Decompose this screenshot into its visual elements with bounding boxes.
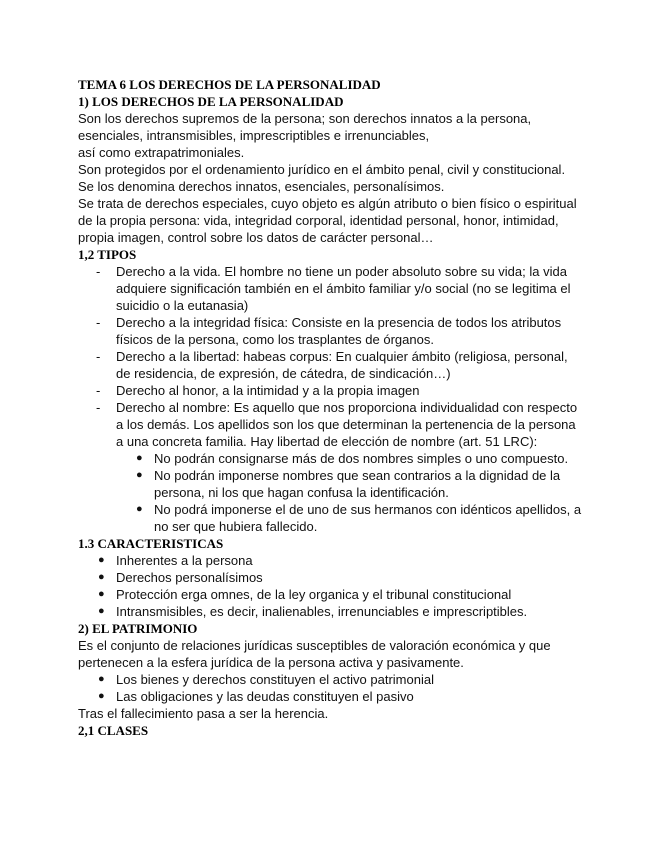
list-item-line: Derecho al nombre: Es aquello que nos proporciona individualidad con respecto — [116, 400, 578, 415]
list-item-line: adquiere significación también en el ámbito familiar y/o social (no se legitima el — [116, 281, 571, 296]
list-item-line: a los demás. Los apellidos son los que determinan la pertenencia de la persona — [116, 417, 576, 432]
dash-marker: - — [96, 400, 101, 415]
sub-list-item — [78, 450, 608, 467]
list-item-line: Las obligaciones y las deudas constituyen el pasivo — [116, 689, 414, 704]
bullet-marker: ● — [136, 469, 143, 481]
sub-list-item — [78, 501, 608, 535]
tipos-list — [78, 263, 608, 535]
sub-list-item — [78, 467, 608, 501]
list-item — [78, 314, 608, 348]
list-item-line: Intransmisibles, es decir, inalienables, irrenunciables e imprescriptibles. — [116, 604, 528, 619]
list-item-line: Inherentes a la persona — [116, 553, 253, 568]
bullet-marker: ● — [136, 452, 143, 464]
document-page — [78, 76, 608, 739]
list-item-line: No podrán consignarse más de dos nombres simples o uno compuesto. — [154, 451, 569, 466]
dash-marker: - — [96, 315, 101, 330]
dash-marker: - — [96, 383, 101, 398]
list-item — [78, 569, 608, 586]
list-item — [78, 688, 608, 705]
section-1-2-heading: 1,2 TIPOS — [78, 247, 137, 262]
paragraph-line: de la propia persona: vida, integridad corporal, identidad personal, honor, intimidad, — [78, 213, 559, 228]
paragraph-line: Se los denomina derechos innatos, esenciales, personalísimos. — [78, 179, 445, 194]
list-item-line: Derecho a la integridad física: Consiste en la presencia de todos los atributos — [116, 315, 562, 330]
list-item — [78, 586, 608, 603]
list-item-line: Los bienes y derechos constituyen el activo patrimonial — [116, 672, 434, 687]
list-item-line: Derecho al honor, a la intimidad y a la propia imagen — [116, 383, 420, 398]
bullet-marker: ● — [98, 605, 105, 617]
list-item-line: No podrán imponerse nombres que sean contrarios a la dignidad de la — [154, 468, 561, 483]
dash-marker: - — [96, 349, 101, 364]
bullet-marker: ● — [98, 673, 105, 685]
bullet-marker: ● — [98, 554, 105, 566]
list-item-line: no ser que hubiera fallecido. — [154, 519, 318, 534]
dash-marker: - — [96, 264, 101, 279]
list-item-line: persona, ni los que hagan confusa la identificación. — [154, 485, 449, 500]
list-item-line: a una concreta familia. Hay libertad de elección de nombre (art. 51 LRC): — [116, 434, 538, 449]
paragraph-line: Son protegidos por el ordenamiento jurídico en el ámbito penal, civil y constitucional. — [78, 162, 566, 177]
list-item-line: Derecho a la libertad: habeas corpus: En cualquier ámbito (religiosa, personal, — [116, 349, 568, 364]
bullet-marker: ● — [98, 571, 105, 583]
patrimonio-list — [78, 671, 608, 705]
list-item — [78, 603, 608, 620]
section-2-heading: 2) EL PATRIMONIO — [78, 621, 198, 636]
list-item-line: de residencia, de expresión, de cátedra, de sindicación…) — [116, 366, 451, 381]
list-item — [78, 382, 608, 399]
document-title: TEMA 6 LOS DERECHOS DE LA PERSONALIDAD — [78, 77, 381, 92]
paragraph-line: esenciales, intransmisibles, imprescriptibles e irrenunciables, — [78, 128, 430, 143]
list-item — [78, 348, 608, 382]
section-1-3-heading: 1.3 CARACTERISTICAS — [78, 536, 224, 551]
paragraph-line: propia imagen, control sobre los datos de carácter personal… — [78, 230, 434, 245]
section-2-1-heading: 2,1 CLASES — [78, 723, 149, 738]
caracteristicas-list — [78, 552, 608, 620]
list-item — [78, 399, 608, 450]
list-item — [78, 552, 608, 569]
list-item-line: físicos de la persona, como los trasplantes de órganos. — [116, 332, 434, 347]
list-item-line: Derecho a la vida. El hombre no tiene un poder absoluto sobre su vida; la vida — [116, 264, 567, 279]
paragraph-line: Es el conjunto de relaciones jurídicas susceptibles de valoración económica y que — [78, 638, 551, 653]
bullet-marker: ● — [98, 588, 105, 600]
paragraph-line: Tras el fallecimiento pasa a ser la herencia. — [78, 706, 329, 721]
list-item — [78, 671, 608, 688]
list-item-line: No podrá imponerse el de uno de sus hermanos con idénticos apellidos, a — [154, 502, 582, 517]
list-item — [78, 263, 608, 314]
paragraph-line: así como extrapatrimoniales. — [78, 145, 245, 160]
list-item-line: Protección erga omnes, de la ley organica y el tribunal constitucional — [116, 587, 512, 602]
paragraph-line: Son los derechos supremos de la persona; son derechos innatos a la persona, — [78, 111, 532, 126]
bullet-marker: ● — [98, 690, 105, 702]
section-1-heading: 1) LOS DERECHOS DE LA PERSONALIDAD — [78, 94, 344, 109]
list-item-line: suicidio o la eutanasia) — [116, 298, 249, 313]
list-item-line: Derechos personalísimos — [116, 570, 263, 585]
bullet-marker: ● — [136, 503, 143, 515]
paragraph-line: pertenecen a la esfera jurídica de la persona activa y pasivamente. — [78, 655, 464, 670]
paragraph-line: Se trata de derechos especiales, cuyo objeto es algún atributo o bien físico o espiritual — [78, 196, 577, 211]
